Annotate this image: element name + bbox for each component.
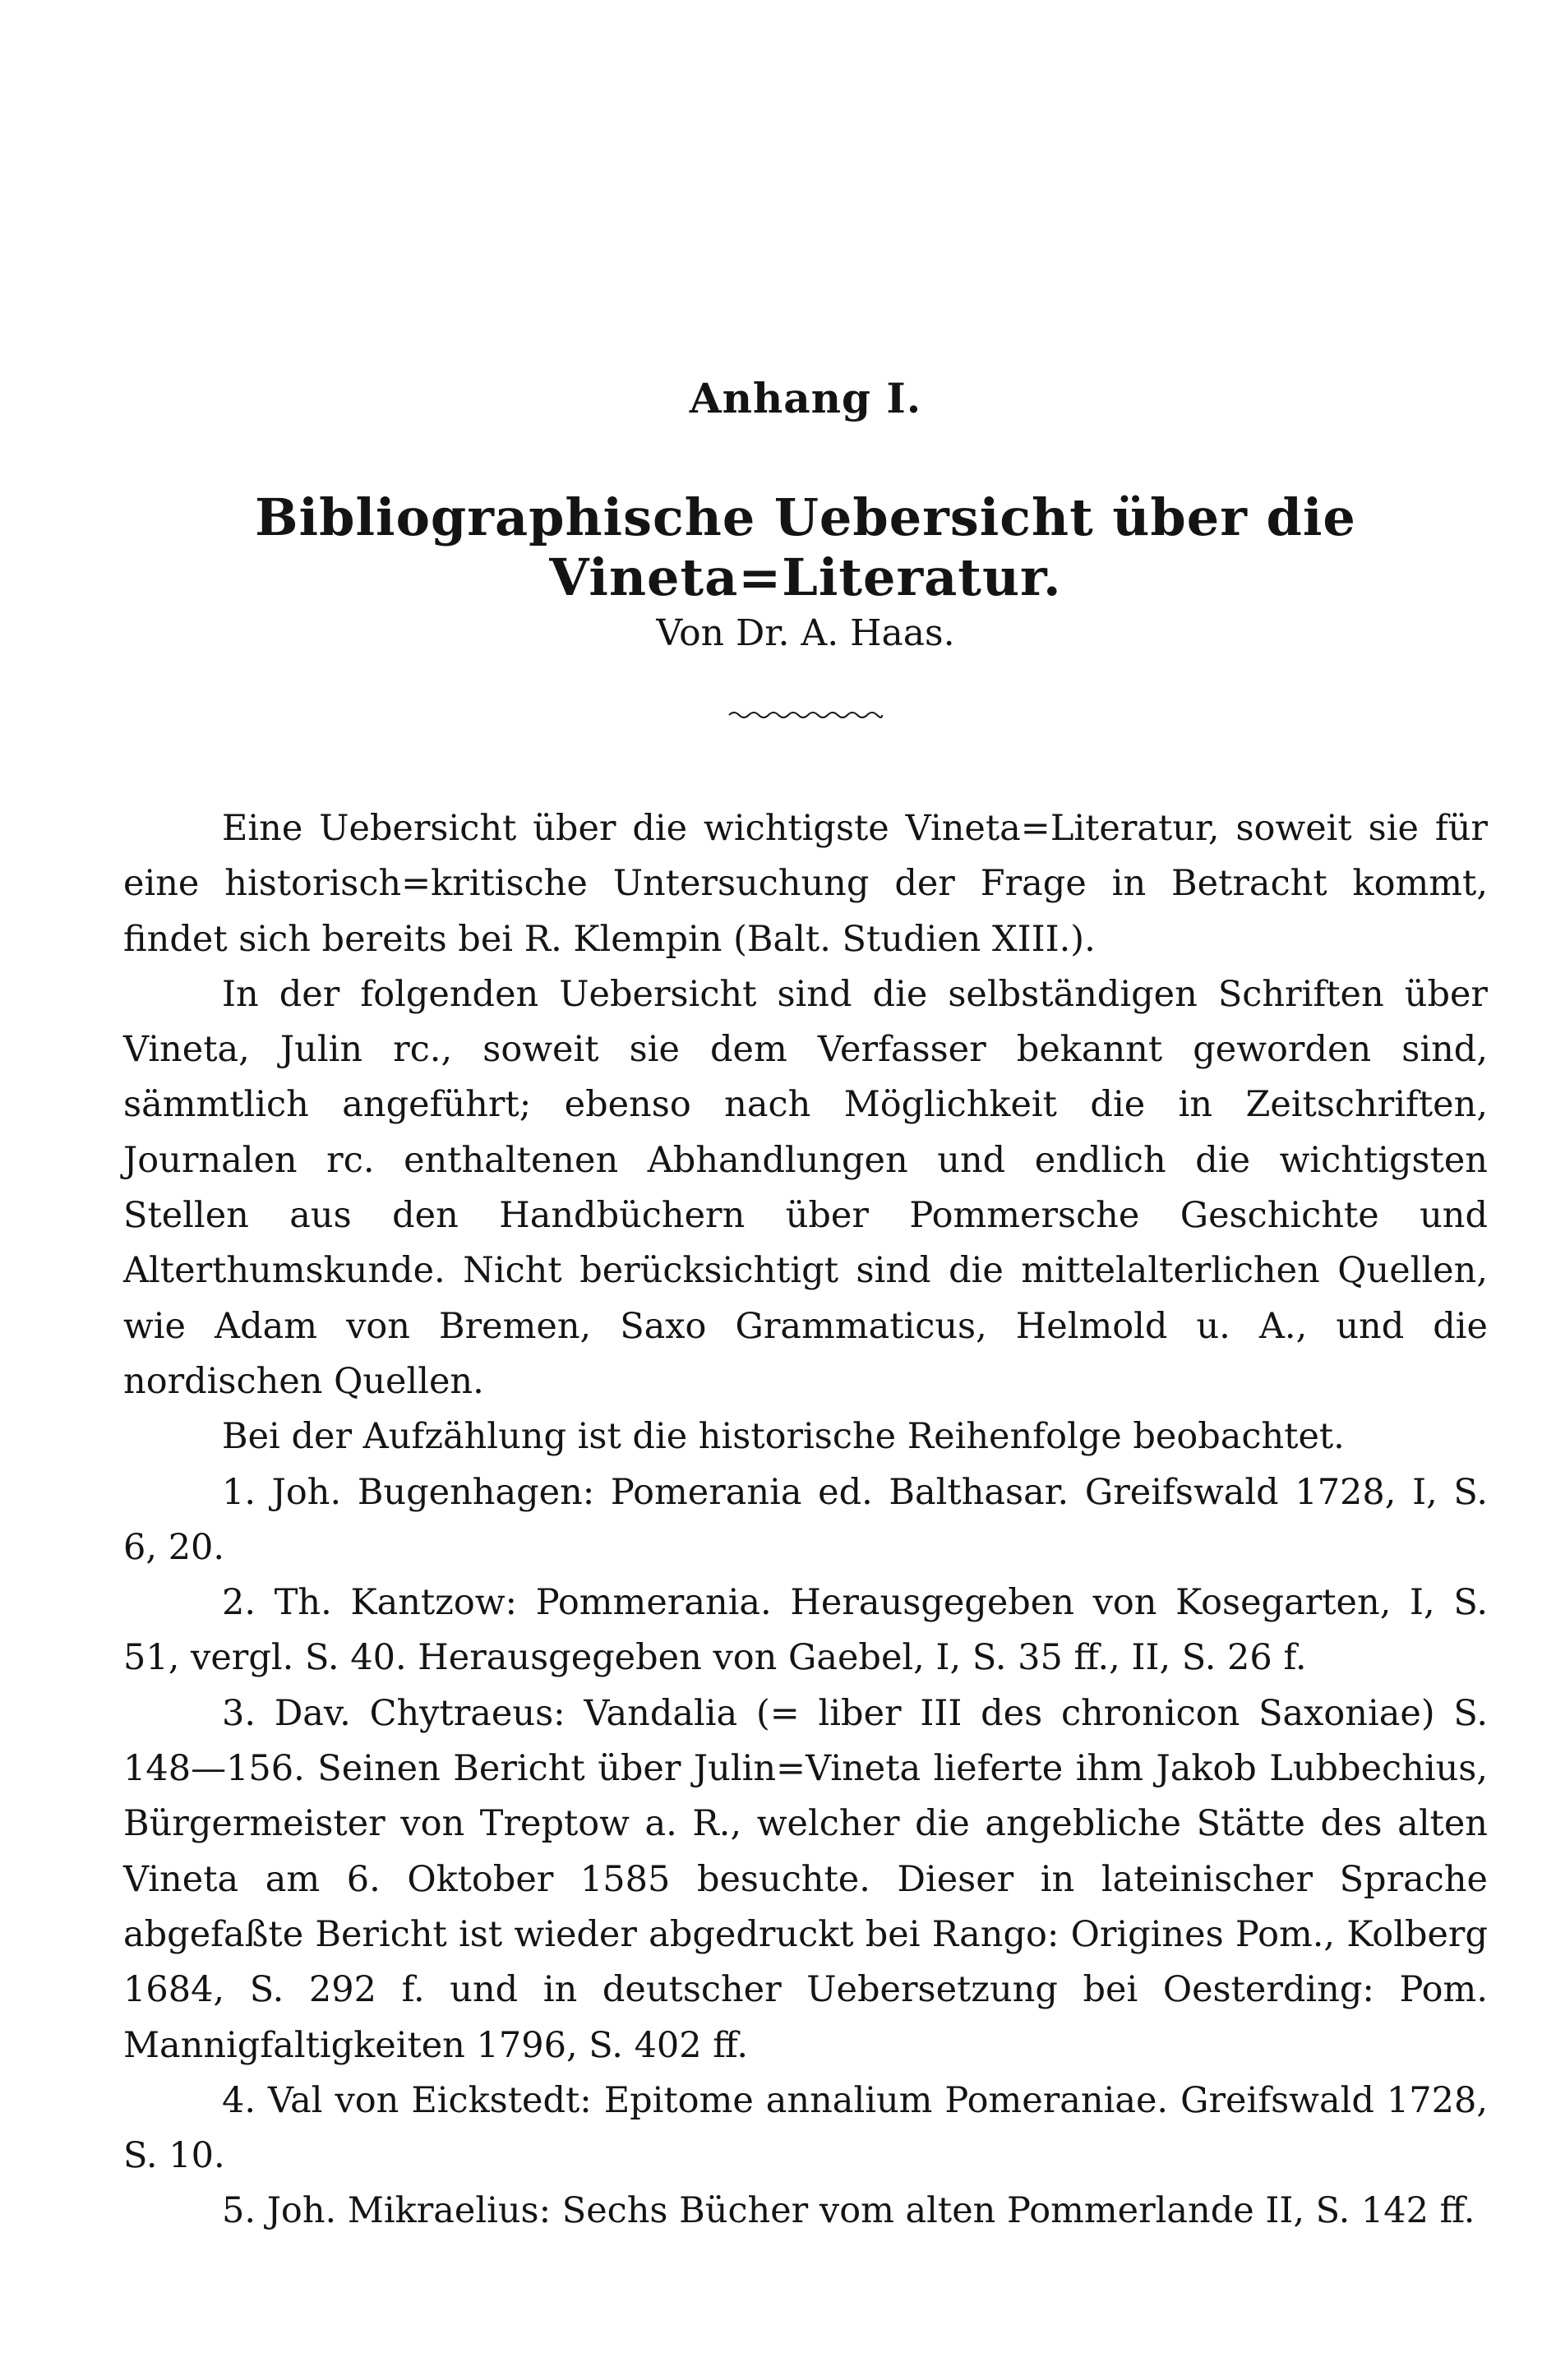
body-text <box>123 801 1488 2239</box>
paragraph-method: In der folgenden Uebersicht sind die selbständigen Schriften über Vineta, Julin rc., soweit sie dem Verfasser bekannt geworden sind, sämmtlich angeführt; ebenso nach Möglichkeit die in Zeitschriften, Journalen rc. enthaltenen Abhandlungen und endlich die wichtigsten Stellen aus den Handbüchern über Pommersche Geschichte und Alterthumskunde. Nicht berücksichtigt sind die mittelalterlichen Quellen, wie Adam von Bremen, Saxo Grammaticus, Helmold u. A., und die nordischen Quellen. <box>123 973 1488 1402</box>
list-item: 4. Val von Eickstedt: Epitome annalium Pomeraniae. Greifswald 1728, S. 10. <box>123 2079 1488 2177</box>
list-item: 3. Dav. Chytraeus: Vandalia (= liber III des chronicon Saxoniae) S. 148—156. Seinen Bericht über Julin=Vineta lieferte ihm Jakob Lubbechius, Bürgermeister von Treptow a. R., welcher die angebliche Stätte des alten Vineta am 6. Oktober 1585 besuchte. Dieser in lateinischer Sprache abgefaßte Bericht ist wieder abgedruckt bei Rango: Origines Pom., Kolberg 1684, S. 292 f. und in deutscher Uebersetzung bei Oesterding: Pom. Mannigfaltigkeiten 1796, S. 402 ff. <box>123 1692 1488 2066</box>
paragraph-intro: Eine Uebersicht über die wichtigste Vineta=Literatur, soweit sie für eine historisch=kritische Untersuchung der Frage in Betracht kommt, findet sich bereits bei R. Klempin (Balt. Studien XIII.). <box>123 808 1488 960</box>
book-page <box>123 0 1488 2380</box>
author-line: Von Dr. A. Haas. <box>656 612 955 654</box>
list-item: 5. Joh. Mikraelius: Sechs Bücher vom alten Pommerlande II, S. 142 ff. <box>222 2190 1475 2232</box>
appendix-heading: Anhang I. <box>689 374 922 422</box>
paragraph-order: Bei der Aufzählung ist die historische Reihenfolge beobachtet. <box>222 1416 1345 1458</box>
page-title: Bibliographische Uebersicht über die Vineta=Literatur. <box>255 487 1356 607</box>
ornament-divider-icon <box>727 708 884 722</box>
list-item: 1. Joh. Bugenhagen: Pomerania ed. Balthasar. Greifswald 1728, I, S. 6, 20. <box>123 1471 1488 1568</box>
list-item: 2. Th. Kantzow: Pommerania. Herausgegeben von Kosegarten, I, S. 51, vergl. S. 40. Herausgegeben von Gaebel, I, S. 35 ff., II, S. 26 f. <box>123 1582 1488 1679</box>
